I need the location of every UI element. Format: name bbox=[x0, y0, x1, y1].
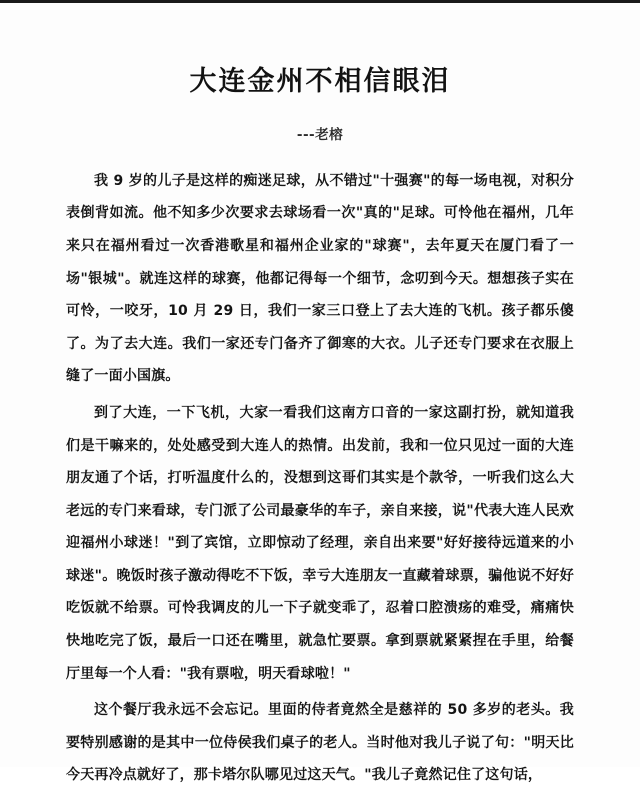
document-paragraph: 这个餐厅我永远不会忘记。里面的侍者竟然全是慈祥的 50 多岁的老头。我要特别感谢的是其中一位侍侯我们桌子的老人。当时他对我儿子说了句："明天比今天再冷点就好了，那卡塔尔队哪见过这天气。"我儿子竟然记住了这句话， bbox=[66, 702, 574, 784]
document-body bbox=[0, 3, 640, 792]
document-byline: ---老榕 bbox=[296, 126, 344, 143]
document-paragraph: 我 9 岁的儿子是这样的痴迷足球，从不错过"十强赛"的每一场电视，对积分表倒背如流。他不知多少次要求去球场看一次"真的"足球。可怜他在福州，几年来只在福州看过一次香港歌星和福州企业家的"球赛"，去年夏天在厦门看了一场"银城"。就连这样的球赛，他都记得每一个细节，念叨到今天。想想孩子实在可怜，一咬牙，10 月 29 日，我们一家三口登上了去大连的飞机。孩子都乐傻了。为了去大连。我们一家还专门备齐了御寒的大衣。儿子还专门要求在衣服上缝了一面小国旗。 bbox=[66, 172, 574, 385]
document-text-block bbox=[66, 165, 574, 792]
document-paragraph: 到了大连，一下飞机，大家一看我们这南方口音的一家这副打扮，就知道我们是干嘛来的，处处感受到大连人的热情。出发前，我和一位只见过一面的大连朋友通了个话，打听温度什么的，没想到这哥们其实是个款爷，一听我们这么大老远的专门来看球，专门派了公司最豪华的车子，亲自来接，说"代表大连人民欢迎福州小球迷！"到了宾馆，立即惊动了经理，亲自出来要"好好接待远道来的小球迷"。晚饭时孩子激动得吃不下饭，幸亏大连朋友一直藏着球票，骗他说不好好吃饭就不给票。可怜我调皮的儿一下子就变乖了，忍着口腔溃疡的难受，痛痛快快地吃完了饭，最后一口还在嘴里，就急忙要票。拿到票就紧紧捏在手里，给餐厅里每一个人看："我有票啦，明天看球啦！" bbox=[66, 404, 574, 682]
document-title: 大连金州不相信眼泪 bbox=[189, 66, 451, 97]
